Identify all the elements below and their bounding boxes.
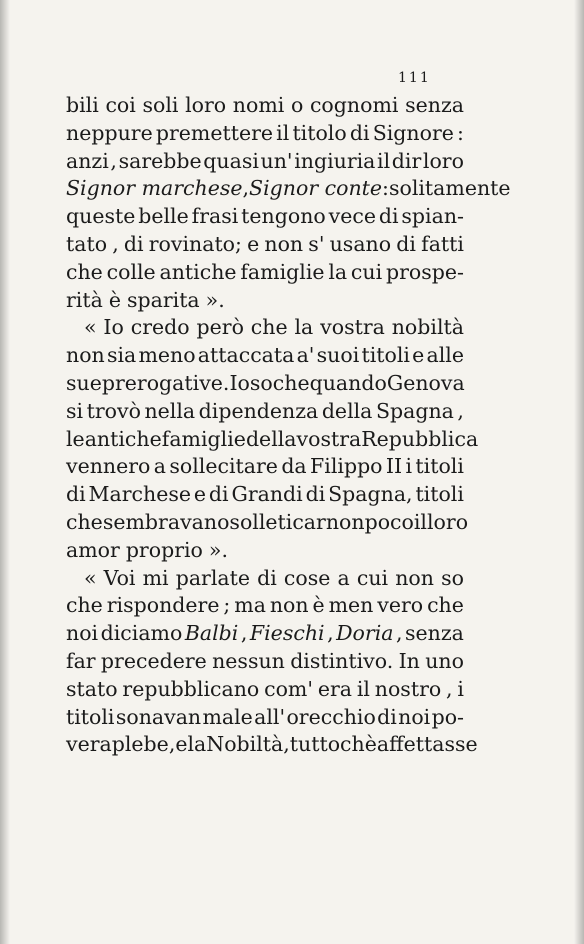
text-line: che rispondere ; ma non è men vero che xyxy=(66,593,464,618)
text-line: rità è sparita ». xyxy=(66,287,225,312)
text-line: Signor marchese , Signor conte : solitamente xyxy=(66,176,511,201)
text-line: sue prerogative. Io so che quando Genova xyxy=(66,370,465,395)
text-line: tato , di rovinato; e non s' usano di fatti xyxy=(66,231,464,256)
text-line: « Voi mi parlate di cose a cui non so xyxy=(84,565,464,590)
text-line: queste belle frasi tengono vece di spian- xyxy=(66,204,464,229)
text-line: stato repubblicano com' era il nostro , i xyxy=(66,676,464,701)
text-line: anzi , sarebbe quasi un' ingiuria il dir loro xyxy=(66,148,464,173)
text-line: di Marchese e di Grandi di Spagna, titoli xyxy=(66,482,464,507)
page-edge-shadow-right xyxy=(574,0,584,944)
text-line: titoli sonavan male all' orecchio di noi po- xyxy=(66,704,464,729)
text-line: non sia meno attaccata a' suoi titoli e alle xyxy=(66,343,464,368)
text-line: far precedere nessun distintivo. In uno xyxy=(66,648,464,673)
text-line: le antiche famiglie della vostra Repubblica xyxy=(66,426,479,451)
text-line: vennero a sollecitare da Filippo II i titoli xyxy=(66,454,464,479)
text-line: neppure premettere il titolo di Signore : xyxy=(66,120,464,145)
page-number: 111 xyxy=(398,70,431,86)
body-text xyxy=(66,92,511,759)
text-line: che colle antiche famiglie la cui prospe- xyxy=(66,259,464,284)
page-edge-shadow-left xyxy=(0,0,10,944)
text-line: « Io credo però che la vostra nobiltà xyxy=(84,315,464,340)
text-line: vera plebe , e la Nobiltà , tuttochè affettasse xyxy=(66,732,478,757)
text-line: amor proprio ». xyxy=(66,537,228,562)
text-line: bili coi soli loro nomi o cognomi senza xyxy=(66,93,464,117)
text-line: noi diciamo Balbi , Fieschi , Doria , senza xyxy=(66,621,464,646)
text-line: si trovò nella dipendenza della Spagna , xyxy=(66,398,464,423)
text-line: che sembravano solleticar non poco il loro xyxy=(66,509,469,534)
